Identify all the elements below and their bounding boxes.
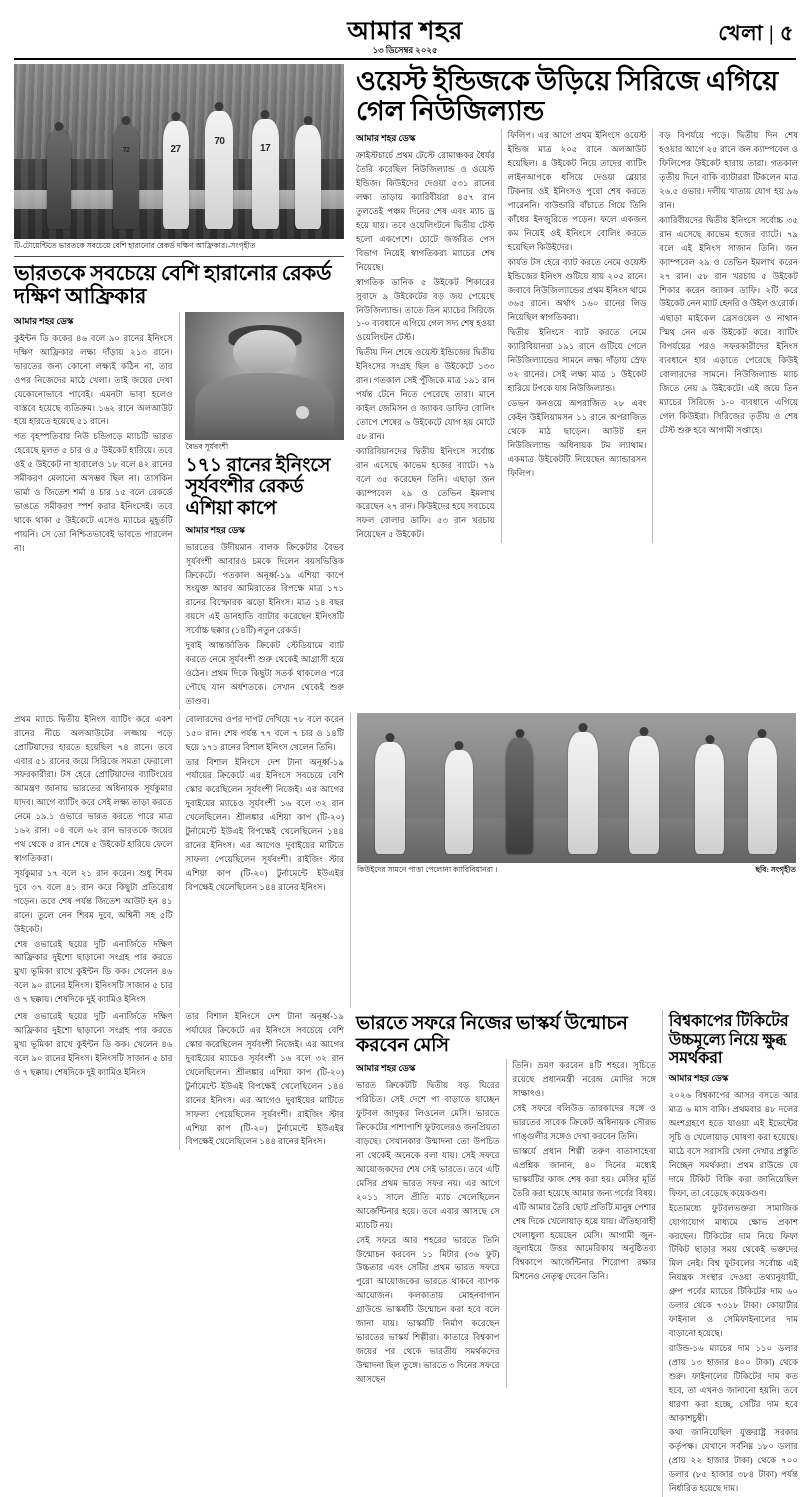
tickets-headline: বিশ্বকাপের টিকিটের উচ্চমূল্যে নিয়ে ক্ষুব্ধ সমর্থকরা	[668, 1013, 789, 1067]
player-figure	[252, 119, 279, 229]
portrait-body	[195, 373, 334, 440]
paragraph: শেষ ওভারেই ছয়ের দুটি এনার্জিতে দক্ষিণ আফ্রিকার দুইশো ছাড়ানো সংগ্রহ পার করতে মুখ্য ভূমিকা রাখে কুইন্টন ডি কক। খেলেন ৪৬ বলে ৯০ রানের ইনিংস। ইনিংসটি সাজান ৫ চার ও ৭ ছক্কায়। শেষদিকে দুই ক্যামিও ইনিংস	[14, 938, 173, 1005]
tickets-body	[669, 1089, 798, 1496]
column-rule	[501, 129, 502, 543]
player-head	[303, 116, 312, 125]
masthead-center	[347, 19, 462, 55]
bottom-right-columns	[356, 1010, 798, 1497]
player-head	[578, 723, 587, 732]
messi-body-2	[512, 1059, 656, 1284]
batter-figure	[506, 738, 533, 854]
paragraph: কথা জানিয়েছিল যুক্তরাষ্ট্র সরকার কর্তৃপক্ষ। যেখানে সর্বনিম্ন ১৮০ ডলার (প্রায় ২২ হাজার টাকা) থেকে ৭০০ ডলার (৮৫ হাজার ৩৮৪ টাকা) পর্যন্ত নির্ধারিত হয়েছে দাম।	[668, 1427, 798, 1494]
vaibhav-suryavanshi-portrait	[185, 312, 344, 440]
column-rule	[350, 713, 351, 1008]
surya-body-2	[185, 713, 344, 895]
paragraph: সেই সফরে বলিউড তারকাদের সঙ্গে ও ভারতের সাবেক ক্রিকেট অধিনায়ক সৌরভ গাঙ্গুলীর সঙ্গেও দেখা করবেন তিনি।	[512, 1103, 656, 1142]
masthead	[0, 0, 810, 56]
lead-columns	[356, 129, 798, 543]
bottom-col-1	[14, 1010, 173, 1150]
jersey-number: 27	[170, 144, 181, 156]
photo-caption-portrait: বৈভব সূর্যবংশী	[185, 441, 229, 451]
paragraph: ক্রাইস্টচার্চে প্রথম টেস্টে রোমাঞ্চকর ধৈর্যর তৈরি করেছিল নিউজিল্যান্ড ও ওয়েস্ট ইন্ডিজ। কিউইদের দেওয়া ৫৩১ রানের লক্ষ্য তাড়ায় ক্যারিবীয়রা ৪৫৭ রান তুলতেই পঞ্চম দিনের শেষ এবং ম্যাচ ড্র হয়ে যায়। তবে ওয়েলিংটনে দ্বিতীয় টেস্ট হলো একপেশে। চোটে জর্জরিত পেস বিভাগ নিয়েই স্বাগতিকরা ম্যাচের শেষ নিয়েছে।	[356, 150, 495, 272]
top-band	[0, 64, 810, 710]
paragraph: দুবাই আন্তর্জাতিক ক্রিকেট স্টেডিয়ামে ব্যাট করতে নেমে সূর্যবংশী শুরু থেকেই আগ্রাসী হয়ে ওঠেন। প্রথম দিকে কিছুটা সতর্ক থাকলেও পরে পৌছে যান অর্ধশতকে। সেখান থেকেই শুরু তাণ্ডব।	[185, 640, 344, 706]
sa-record-body-1	[14, 332, 173, 556]
paragraph: গত বৃহস্পতিবার নিউ চন্ডিগড়ে ম্যাচটি ভারত হেরেছে মূলত ৫ চার ও ৫ উইকেট হারিয়ে। তবে ওই ৫ উইকেট না হারালেও ১৮ বলে ৪২ রানের সমীকরণ মেলানো অসম্ভব ছিল না। তাসকিন ভার্মা ও জিতেশ শর্মা ৪ চার ১৫ বলে রেকর্ডে ভাঙতে সমীকরণ স্পর্শ করার ইনিংসেই। তবে থাকে থাকা ৫ উইকেটে এসেও ম্যাচের মুহূর্তটি পায়নি। সে তো নিশ্চিতভাবেই ভাবতে পারলেন না।	[14, 431, 173, 553]
sa-record-body-tail	[14, 1010, 173, 1080]
paragraph: তিনি। ভ্রমণ করবেন ৪টি শহরে। সূচিতে রয়েছে প্রধানমন্ত্রী নরেন্দ্র মোদির সঙ্গে সাক্ষাৎও।	[512, 1060, 656, 1099]
paragraph: স্বাগতিক ডানিক ৫ উইকেট শিকারের সুবাদে ৯ উইকেটের বড় জয় পেয়েছে নিউজিল্যান্ড। তাতে তিন ম্যাচের সিরিজে ১-০ ব্যবধানে এগিয়ে গেল সদ্য শেষ হওয়া ওয়েলিংটন টেস্ট।	[356, 276, 495, 343]
caption-credit: -সংগৃহীত	[227, 241, 256, 250]
player-head	[385, 733, 394, 742]
player-figure	[163, 121, 189, 229]
paragraph: ভাস্কর্যে প্রধান শিল্পী তরুণ বাতাসাহেবা এপ্রশ্নিক জানান, ৪০ দিনের মধ্যেই ভাস্কর্যটির কাজ শেষ করা হয়। মেসির মূর্তি তৈরি করা হয়েছে আমার জন্য গর্বের বিষয়। এটি আমার তৈরি ছোট প্রতিটি মানুষ পেশার শেষ দিকে খেলোয়াড় হয়ে যায়। ঐতিহ্যবাহী খেলাধুলা হয়েছেন মেসি। আগামী জুন-জুলাইয়ে উত্তর আমেরিকায় অনুষ্ঠিতব্য বিশ্বকাপে আর্জেন্টিনার শিরোপা রক্ষার মিশনেও নেতৃত্ব দেবেন তিনি।	[512, 1145, 656, 1282]
column-rule	[506, 1059, 507, 1387]
messi-headline: ভারতে সফরে নিজের ভাস্কর্য উন্মোচন করবেন মেসি	[356, 1013, 628, 1056]
celebration-left-spacer	[14, 713, 344, 1008]
player-figure	[748, 738, 777, 854]
byline: আমার শহর ডেস্ক	[356, 133, 416, 144]
bottom-col-2	[185, 1010, 344, 1150]
player-head	[215, 102, 224, 111]
player-figure	[445, 750, 473, 854]
paragraph: শেষ ওভারেই ছয়ের দুটি এনার্জিতে দক্ষিণ আফ্রিকার দুইশো ছাড়ানো সংগ্রহ পার করতে মুখ্য ভূমিকা রাখে কুইন্টন ডি কক। খেলেন ৪৬ বলে ৯০ রানের ইনিংস। ইনিংসটি সাজান ৫ চার ও ৭ ছক্কায়। শেষদিকে দুই ক্যামিও ইনিংস	[14, 1011, 173, 1077]
surya-body-1	[185, 541, 344, 709]
paragraph: বোলারদের ওপর দাপট দেখিয়ে ৭৮ বলে করেন ১৫০ রান। শেষ পর্যন্ত ৭৭ বলে ৭ চার ও ১৪টি ছয়ে ১৭১ রানের বিশাল ইনিংস খেলেন তিনি।	[185, 713, 344, 752]
player-figure	[205, 111, 233, 229]
publication-date: ১৩ ডিসেম্বর ২০২৫	[372, 44, 438, 55]
bottom-left-columns	[14, 1010, 344, 1150]
paragraph: ইতোমধ্যে ফুটবলভক্তরা সামাজিক যোগাযোগ মাধ্যমে ক্ষোভ প্রকাশ করছেন। টিকিটের দাম নিয়ে ফিফা টিকিট ছাড়ার সময় থেকেই ভক্তদের মিল নেই। বিশ্ব ফুটবলের সর্বোচ্চ এই নিয়ন্ত্রক সংস্থার দেওয়া তথ্যানুযায়ী, গ্রুপ পর্বের ম্যাচের টিকিটের দাম ৬০ ডলার থেকে ৭৩১৮ টাকা। কোয়ার্টার ফাইনাল ও সেমিফাইনালের দাম বাড়ানো হয়েছে।	[668, 1202, 798, 1338]
paragraph: প্রথম ম্যাচে দ্বিতীয় ইনিংস ব্যাটিং করে একশ রানের নীচে অলআউটের লজ্জায় পড়ে প্রোটিয়াদের হারতে হয়েছিল ৭৪ রানে। তবে এবার ৫১ রানের জয়ে সিরিজে সমতা ফেরালো সফরকারীরা। টস হেরে প্রোটিয়াদের ব্যাটিংয়ের আমন্ত্রণ জানায় ভারতের অধিনায়ক সূর্যকুমার যাদব। আগে ব্যাটিং করে সেই লক্ষ্য তাড়া করতে নেমে ১৯.১ ওভারে ভারত করতে পারে মাত্র ১৬২ রান। ০৪ বলে ৬২ রান ভারতকে জয়ের পথ থেকে ৫ রান শেষে ৫ উইকেট হারিয়ে ফেলে স্বাগতিকরা।	[14, 713, 173, 863]
sa-record-col-2	[185, 312, 344, 710]
lead-headline: ওয়েস্ট ইন্ডিজকে উড়িয়ে সিরিজে এগিয়ে গেল নিউজিল্যান্ড	[356, 66, 778, 126]
sa-record-headline: ভারতকে সবচেয়ে বেশি হারানোর রেকর্ড দক্ষিণ আফ্রিকার	[14, 260, 332, 309]
player-head	[640, 727, 649, 736]
lead-col-2	[508, 129, 647, 543]
sa-record-col-1	[14, 312, 173, 710]
paragraph: তার বিশাল ইনিংসে দেশ টানা অনূর্ধ্ব-১৯ পর্যায়ের ক্রিকেটে এর ইনিংসে সবচেয়ে বেশি স্কোর করেছিলেন সূর্যবংশী নিজেই। এর আগের দুবাইয়ের ম্যাচেও সূর্যবংশী ১৬ বলে ৩২ রান খেলেছিলেন। শ্রীলঙ্কার এশিয়া কাপ (টি-২০) টুর্নামেন্টে ইউএই বিপক্ষেই খেলেছিলেন ১৪৪ রানের ইনিংস। এর আগেও দুবাইয়ের মাটিতে সাফল্য পেয়েছিলেন সূর্যবংশী। রাইজিং স্টার এশিয়া কাপ (টি-২০) টুর্নামেন্টে ইউএইর বিপক্ষেই খেলেছিলেন ১৪৪ রানের ইনিংস।	[185, 1011, 344, 1147]
paragraph: তার বিশাল ইনিংসে দেশ টানা অনূর্ধ্ব-১৯ পর্যায়ের ক্রিকেটে এর ইনিংসে সবচেয়ে বেশি স্কোর করেছিলেন সূর্যবংশী নিজেই। এর আগের দুবাইয়ের ম্যাচেও সূর্যবংশী ১৬ বলে ৩২ রান খেলেছিলেন। শ্রীলঙ্কার এশিয়া কাপ (টি-২০) টুর্নামেন্টে ইউএই বিপক্ষেই খেলেছিলেন ১৪৪ রানের ইনিংস। এর আগেও দুবাইয়ের মাটিতে সাফল্য পেয়েছিলেন সূর্যবংশী। রাইজিং স্টার এশিয়া কাপ (টি-২০) টুর্নামেন্টে ইউএইর বিপক্ষেই খেলেছিলেন ১৪৪ রানের ইনিংস।	[185, 756, 344, 892]
column-rule	[179, 312, 180, 710]
byline: আমার শহর ডেস্ক	[356, 1063, 416, 1074]
paragraph: কার্যত টস হেরে ব্যাট করতে নেমে ওয়েস্ট ইন্ডিজের ইনিংস গুটিয়ে যায় ২০৫ রানে। জবাবে নিউজিল্যান্ডের প্রথম ইনিংস থামে ৩৬৫ রানে। অর্থাৎ ১৬০ রানের লিড নিয়েছিল স্বাগতিকরা।	[507, 256, 647, 323]
column-rule	[662, 1010, 663, 1497]
player-figure	[113, 125, 139, 229]
photo-caption-top-left	[14, 241, 344, 251]
paragraph: ফিলিপ। এর আগে প্রথম ইনিংসে ওয়েস্ট ইন্ডিজ মাত্র ২০৫ রানে অলআউট হয়েছিল। ৪ উইকেট নিয়ে তাদের ব্যাটিং লাইনআপকে ধসিয়ে দেওয়া ব্লেয়ার টিকনার ওই ইনিংসও পুরো শেষ করতে পারেননি। বাউন্ডারি বাঁচাতে গিয়ে তিনি কাঁধের ইনজুরিতে পড়েন। ফলে একজন কম নিয়েই ওই ইনিংসে বোলিং করতে হয়েছিল কিউইদের।	[507, 130, 647, 252]
surya-headline: ১৭১ রানের ইনিংসে সূর্যবংশীর রেকর্ড এশিয়া কাপে	[185, 454, 331, 520]
byline: আমার শহর ডেস্ক	[185, 524, 245, 535]
lead-col-1	[356, 129, 495, 543]
paragraph: ক্যারিবীয়দের দ্বিতীয় ইনিংসে সর্বোচ্চ ৩৫ রান এসেছে কাভেম হজের ব্যাটে। ৭৯ বলে এই ইনিংস সাজান তিনি। জন ক্যাম্পবেল ২৯ ও তেভিন ইমলাখ করেন ২৭ রান। ৫৮ রান খরচায় ৫ উইকেট শিকার করেন জ্যাকব ডাফি। ২টি করে উইকেট নেন ম্যাট হেনরি ও উইল ও'রোর্ক।	[659, 214, 798, 309]
player-head	[758, 729, 767, 738]
player-figure	[568, 732, 598, 854]
paragraph: সেই সফরে আর শহরের ভারতে তিনি উন্মোচন করবেন ১১ মিটার (৩৬ ফুট) উচ্চতার এবং সেটির প্রথম ভারত সফরে পুরো আয়োজকের ভারতে থাকবে ব্যাপক আয়োজন। কলকাতায় মোহনবাগান গ্রাউন্ডে ভাস্কর্যটি উন্মোচন করা হবে বলে জানা যায়। ভাস্কর্যটি নির্মাণ করেছেন ভারতের ভাস্কর্য শিল্পীরা। কাতারে বিশ্বকাপ জয়ের পর থেকে ভারতীয় সমর্থকদের উন্মাদনা ছিল তুঙ্গে। ভারতে ৩ দিনের সফরে আসছেন	[356, 1234, 500, 1384]
caption-text: কিউইদের সামনে পাত্তা পেলোনা ক্যারিবিয়ানরা ।	[357, 864, 498, 874]
lead-body-3	[659, 129, 798, 437]
messi-col-1	[356, 1059, 500, 1387]
india-south-africa-t20-photo	[14, 64, 344, 239]
batter-figure	[47, 131, 71, 229]
sa-record-col-1-cont	[14, 713, 173, 1008]
sa-record-columns	[14, 312, 344, 710]
paragraph: ২০২৬ বিশ্বকাপের আসর বসতে আর মাত্র ৬ মাস বাকি। প্রথমবার ৪৮ দলের অংশগ্রহণে হতে যাওয়া এই ইভেন্টের সূচি ও খেলোয়াড় ঘোষণা করা হয়েছে। মাঠে বসে সরাসরি খেলা দেখার প্রস্তুতি নিচ্ছেন সমর্থকরা। প্রথম রাউন্ডে যে দামে টিকিট বিক্রি করা জানিয়েছিল ফিফা, তা বেড়েছে কয়েকগুণ।	[668, 1090, 798, 1198]
player-head	[705, 735, 714, 744]
player-head	[171, 112, 180, 121]
player-head	[55, 122, 64, 131]
jersey-number: 70	[214, 136, 225, 148]
new-zealand-celebration-photo	[357, 713, 796, 863]
messi-body-1	[356, 1079, 500, 1386]
newspaper-title: আমার শহর	[347, 17, 463, 45]
column-rule	[179, 713, 180, 1008]
celebration-band	[0, 713, 810, 1008]
tickets-region	[669, 1010, 798, 1497]
paragraph: ভারতের উদীয়মান বালক ক্রিকেটার বৈভব সূর্যবংশী আবারও চমকে দিলেন বয়সভিত্তিক ক্রিকেটে। গতকাল অনূর্ধ্ব-১৯ এশিয়া কাপে সংযুক্ত আরব আমিরাতের বিপক্ষে মাত্র ১৭১ রানের বিস্ফোরক ঝড়ো ইনিংস। মাত্র ১৪ বছর বয়সে এই ডানহাতি ব্যাটার করেছেন ইনিংসটি সর্বোচ্চ ছক্কার (১৪টি) নতুন রেকর্ড।	[185, 541, 344, 636]
column-rule	[179, 1010, 180, 1150]
paragraph: এছাড়া মাইকেল ব্রেসওয়েল ও নাথান স্মিথ নেন এক উইকেট করে। ব্যাটিং বিপর্যয়ের পরও সফরকারীদের ইনিংস ব্যবধানে হার এড়াতে পেরেছে কিউই বোলারদের সামনে। নিউজিল্যান্ড ম্যাচ জিতে নেয় ৯ উইকেটে। এই জয়ে তিন ম্যাচের সিরিজে ১-০ ব্যবধানে এগিয়ে গেল কিউইরা। সিরিজের তৃতীয় ও শেষ টেস্ট শুরু হবে আগামী সপ্তাহে।	[659, 313, 798, 435]
lead-col-3	[659, 129, 798, 543]
paragraph: দ্বিতীয় দিন শেষে ওয়েস্ট ইন্ডিজের দ্বিতীয় ইনিংসের সংগ্রহ ছিল ৪ উইকেটে ১৩৩ রান। গতকাল সেই পুঁজিকে মাত্র ১৯১ রান পর্যন্ত টেনে নিতে পেরেছে তারা। মানে কাইল জেমিসন ও জ্যাকব ডাফির বোলিং তোপে শেষের ৬ উইকেটে যোগ হয় মোটে ৫৮ রান।	[356, 347, 495, 441]
paragraph: ডেভন কনওয়ে অপরাজিত ২৮ এবং কেইন উইলিয়ামসন ১১ রানে অপরাজিত থেকে মাঠ ছাড়েন। আউট হন নিউজিল্যান্ড অধিনায়ক টম ল্যাথাম। একমাত্র উইকেটটি নিয়েছেন অ্যান্ডারসন ফিলিপ।	[507, 397, 647, 478]
player-figure	[375, 742, 405, 854]
portrait-face	[233, 330, 296, 374]
lead-body-1	[356, 149, 495, 542]
paragraph: বড় বিপর্যয়ে পড়ে। দ্বিতীয় দিন শেষ হওয়ার আগে ২৫ রানে জন ক্যাম্পবেল ও ফিলিপের উইকেট হারায় তারা। গতকাল তৃতীয় দিনে বাকি ব্যাটাররা টিকলেন মাত্র ২৬.৫ ওভার। দলীয় খাতায় যোগ হয় ৯৬ রান।	[659, 130, 798, 210]
caption-text: টি-টোয়েন্টিতে ভারতকে সবচেয়ে বেশি হারানোর রেকর্ড দক্ষিণ আফ্রিকার।	[14, 241, 228, 250]
byline: আমার শহর ডেস্ক	[14, 315, 74, 326]
left-region	[14, 64, 344, 710]
jersey-number: 72	[122, 147, 130, 155]
bottom-left-region	[14, 1010, 344, 1497]
player-head	[515, 729, 524, 738]
player-figure	[695, 744, 724, 854]
messi-region	[356, 1010, 656, 1497]
bottom-band	[0, 1010, 810, 1497]
continued-columns	[14, 713, 344, 1008]
messi-col-2	[512, 1059, 656, 1387]
paragraph: দ্বিতীয় ইনিংসে ব্যাট করতে নেমে ক্যারিবিয়ানরা ১৯১ রানে গুটিয়ে গেলে নিউজিল্যান্ডের সামনে লক্ষ্য দাঁড়ায় স্রেফ ৩২ রানের। সেই লক্ষ্য মাত্র ১ উইকেট হারিয়ে টপকে যায় নিউজিল্যান্ড।	[507, 327, 647, 393]
bottom-right-region	[356, 1010, 798, 1497]
masthead-divider	[14, 58, 796, 60]
caption-credit: ছবি: সংগৃহীত	[755, 864, 796, 874]
sa-record-body-1-cont	[14, 713, 173, 1007]
paragraph: ভারত ক্রিকেটটি দ্বিতীয় বড় ঘিরের পরিচিত। সেই দেশে পা বাড়াতে যাচ্ছেন ফুটবল জাদুকর লিওনেল মেসি। ভারতে ক্রিকেটের পাশাপাশি ফুটবলেরও জনপ্রিয়তা বাড়ছে। সেখানকার উন্মাদনা তো উপচিত না থেকেই অনেকে বলা যায়। সেই সফরে আয়োজকদের শেষ সেই ভারতে। তবে এটি মেসির প্রথম ভারত সফর নয়। এর আগে ২০১১ সালে প্রীতি ম্যাচ খেলেছিলেন আর্জেন্টিনার হয়ে। তবে এবার আসছে সে ম্যাচটি নয়।	[356, 1080, 500, 1230]
byline: আমার শহর ডেস্ক	[668, 1073, 729, 1084]
player-head	[122, 116, 131, 125]
paragraph: ক্যারিবিয়ানদের দ্বিতীয় ইনিংসে সর্বোচ্চ রান এসেছে কাভেম হজের ব্যাটে। ৭৯ বলে ৩৫ করেছেন তিনি। এছাড়া জন ক্যাম্পবেল ২৯ ও তেভিন ইমলাখ করেছেন ২৭ রান। কিউইদের হয়ে সবচেয়ে সফল বোলার ডাফি। ৫৩ রান খরচায় নিয়েছেন ৫ উইকেট।	[356, 445, 495, 540]
celebration-right	[357, 713, 796, 1008]
right-region	[356, 64, 798, 710]
column-rule	[652, 129, 653, 543]
lead-body-2	[508, 129, 647, 480]
player-figure	[295, 125, 321, 229]
player-head	[454, 741, 463, 750]
player-head	[261, 110, 270, 119]
paragraph: রাউন্ড-১৬ ম্যাচের দাম ১১০ ডলার (প্রায় ১৩ হাজার ৪০০ টাকা) থেকে শুরু। ফাইনালের টিকিটের দাম কত হবে, তা এখনও জানানো হয়নি। তবে ধারণা করা হচ্ছে, সেটির দাম হবে আকাশচুম্বী।	[668, 1342, 798, 1423]
jersey-number: 17	[260, 142, 271, 154]
divider	[14, 256, 344, 257]
surya-col-cont	[185, 713, 344, 1008]
photo-caption-celebration	[357, 865, 796, 875]
section-label: খেলা | ৫	[718, 21, 794, 45]
player-figure	[629, 736, 659, 854]
paragraph: কুইন্টন ডি ককের ৪৬ বলে ৯০ রানের ইনিংসে দক্ষিণ আফ্রিকার লক্ষ্য দাঁড়ায় ২১৩ রানে। ভারতের জন্য কোনো লক্ষ্যই কঠিন না, তার ওপর নিজেদের মাঠে খেলা। তাই জয়ের দেখা যেকোনোভাবে পাবেই। এমনটা ভাবা হলেও বাস্তবে হয়েছে ব্যতিক্রম। ১৬২ রানে অলআউট হয়ে হারতে হয়েছে ৫১ রানে।	[14, 332, 173, 427]
messi-columns	[356, 1059, 656, 1387]
paragraph: সূর্যকুমার ১৭ বলে ২১ রান করেন। শুধু শিবম দুবে ৩৭ বলে ৪১ রান করে কিছুটা প্রতিরোধ গড়েন। তবে শেষ পর্যন্ত জিতেশ আউট হন ৪১ রানে। তুলে নেন শিবম দুবে, অশ্বিনী সহ ৫টি উইকেট।	[14, 867, 173, 934]
